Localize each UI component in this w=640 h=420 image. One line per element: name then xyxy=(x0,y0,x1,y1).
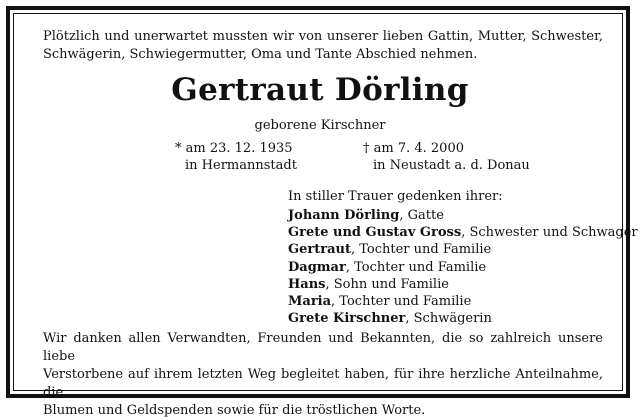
mourner-name: Grete und Gustav Gross xyxy=(288,225,462,241)
mourner-relation: , Tochter und Familie xyxy=(350,242,492,258)
thanks-line-3: Blumen und Geldspenden sowie für die tröstlichen Worte. xyxy=(43,403,426,418)
mourner-relation: , Gatte xyxy=(399,208,444,223)
mourner-row xyxy=(288,259,638,276)
mourner-name: Hans xyxy=(288,276,326,292)
mourner-row xyxy=(288,310,638,327)
thanks-text xyxy=(43,330,603,420)
mourner-name: Johann Dörling xyxy=(288,208,400,223)
mourner-name: Dagmar xyxy=(288,259,346,275)
mourner-row xyxy=(288,241,638,258)
mourner-row xyxy=(288,207,638,224)
death-place: in Neustadt a. d. Donau xyxy=(373,158,530,173)
birth-date: * am 23. 12. 1935 xyxy=(175,141,293,156)
mourner-row xyxy=(288,293,638,310)
mourner-name: Gertraut xyxy=(288,242,351,258)
death-info xyxy=(363,140,530,174)
mourner-relation: , Tochter und Familie xyxy=(331,294,472,310)
mourner-relation: , Schwägerin xyxy=(405,311,492,327)
mourner-relation: , Sohn und Familie xyxy=(325,276,449,292)
mourner-row xyxy=(288,276,638,293)
mourner-relation: , Schwester und Schwager xyxy=(461,225,638,241)
mourner-name: Maria xyxy=(288,294,332,310)
death-date: † am 7. 4. 2000 xyxy=(363,141,464,156)
birth-info xyxy=(175,140,297,174)
thanks-line-1: Wir danken allen Verwandten, Freunden und Bekannten, die so zahlreich unsere liebe xyxy=(43,331,603,364)
maiden-name: geborene Kirschner xyxy=(254,118,386,133)
intro-text xyxy=(43,28,603,64)
mourning-heading: In stiller Trauer gedenken ihrer: xyxy=(288,189,503,204)
mourner-name: Grete Kirschner xyxy=(288,311,406,327)
intro-line-1: Plötzlich und unerwartet mussten wir von unserer lieben Gattin, Mutter, Schwester, xyxy=(43,29,603,44)
thanks-line-2: Verstorbene auf ihrem letzten Weg begleitet haben, für ihre herzliche Anteilnahme, die xyxy=(43,367,603,400)
deceased-name: Gertraut Dörling xyxy=(171,72,469,108)
intro-line-2: Schwägerin, Schwiegermutter, Oma und Tante Abschied nehmen. xyxy=(43,47,478,62)
birth-place: in Hermannstadt xyxy=(185,158,297,173)
mourner-row xyxy=(288,224,638,241)
mourner-relation: , Tochter und Familie xyxy=(345,259,487,275)
mourners-list xyxy=(288,207,638,327)
